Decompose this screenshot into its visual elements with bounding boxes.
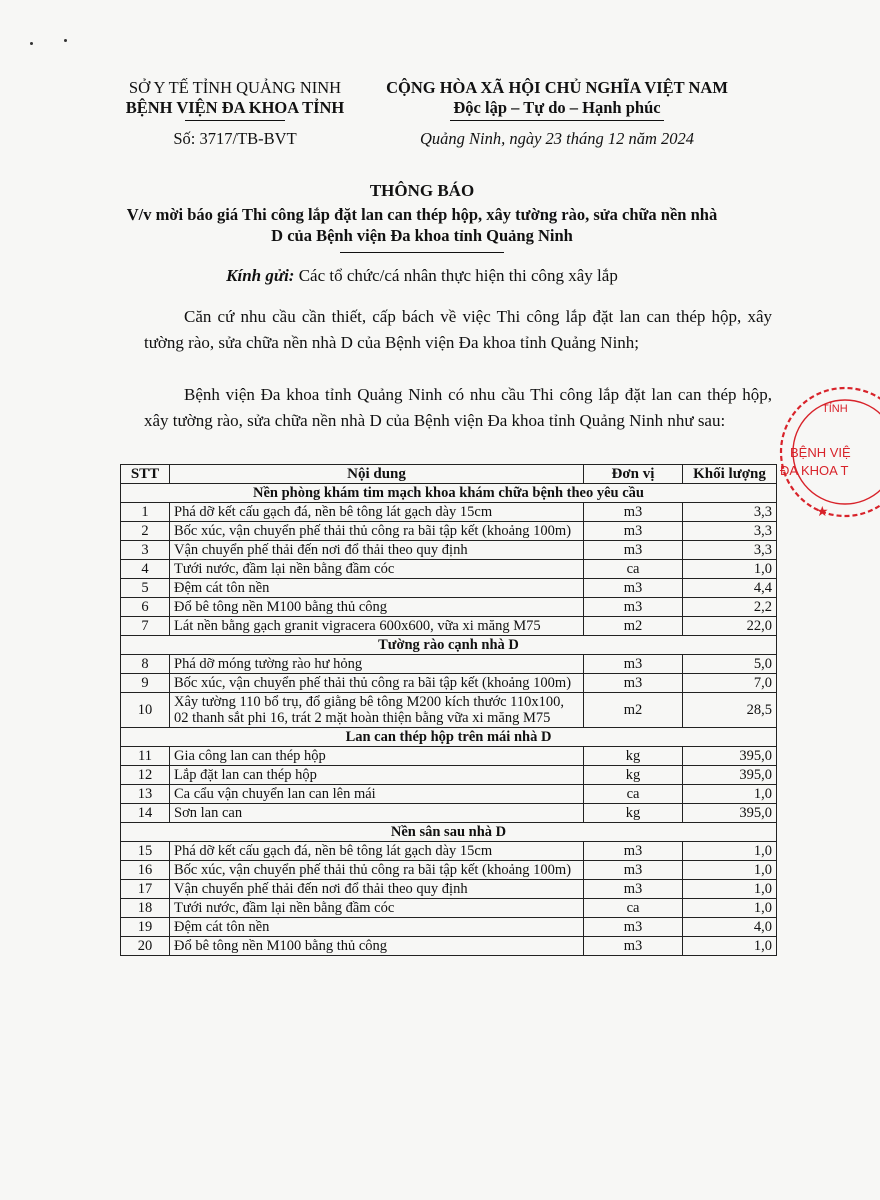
cell-qty: 3,3	[683, 503, 777, 522]
cell-content: Gia công lan can thép hộp	[170, 747, 584, 766]
cell-qty: 3,3	[683, 522, 777, 541]
table-body	[121, 484, 777, 956]
cell-content: Bốc xúc, vận chuyển phế thải thủ công ra bãi tập kết (khoảng 100m)	[170, 674, 584, 693]
cell-qty: 22,0	[683, 617, 777, 636]
cell-stt: 10	[121, 693, 170, 728]
table-row	[121, 503, 777, 522]
section-title: Nền sân sau nhà D	[121, 823, 777, 842]
stamp-line2: ĐA KHOA T	[780, 463, 849, 478]
cell-stt: 4	[121, 560, 170, 579]
cell-qty: 1,0	[683, 880, 777, 899]
cell-stt: 8	[121, 655, 170, 674]
section-row	[121, 636, 777, 655]
table-row	[121, 918, 777, 937]
cell-unit: m3	[584, 918, 683, 937]
cell-stt: 11	[121, 747, 170, 766]
cell-stt: 17	[121, 880, 170, 899]
cell-unit: ca	[584, 785, 683, 804]
cell-qty: 28,5	[683, 693, 777, 728]
table-row	[121, 541, 777, 560]
scan-dot	[64, 39, 67, 42]
cell-qty: 1,0	[683, 861, 777, 880]
cell-content: Sơn lan can	[170, 804, 584, 823]
table-row	[121, 617, 777, 636]
cell-qty: 1,0	[683, 785, 777, 804]
cell-stt: 13	[121, 785, 170, 804]
issuer-rule	[185, 120, 285, 121]
cell-unit: ca	[584, 899, 683, 918]
notice-subject: V/v mời báo giá Thi công lắp đặt lan can thép hộp, xây tường rào, sửa chữa nền nhà D của Bệnh viện Đa khoa tỉnh Quảng Ninh	[126, 205, 718, 245]
cell-stt: 3	[121, 541, 170, 560]
cell-qty: 1,0	[683, 899, 777, 918]
table-row	[121, 804, 777, 823]
cell-stt: 5	[121, 579, 170, 598]
paragraph-need: Bệnh viện Đa khoa tỉnh Quảng Ninh có nhu cầu Thi công lắp đặt lan can thép hộp, xây tường rào, sửa chữa nền nhà D của Bệnh viện Đa khoa tỉnh Quảng Ninh như sau:	[144, 385, 772, 430]
table-row	[121, 560, 777, 579]
issuer-block	[100, 78, 370, 149]
cell-content: Vận chuyển phế thải đến nơi đổ thải theo quy định	[170, 541, 584, 560]
cell-stt: 18	[121, 899, 170, 918]
cell-content: Tưới nước, đầm lại nền bằng đầm cóc	[170, 899, 584, 918]
cell-content: Bốc xúc, vận chuyển phế thải thủ công ra bãi tập kết (khoảng 100m)	[170, 861, 584, 880]
cell-qty: 1,0	[683, 560, 777, 579]
cell-unit: m3	[584, 579, 683, 598]
notice-title: THÔNG BÁO	[369, 181, 475, 200]
cell-stt: 6	[121, 598, 170, 617]
national-title: CỘNG HÒA XÃ HỘI CHỦ NGHĨA VIỆT NAM	[386, 78, 728, 97]
cell-unit: m3	[584, 880, 683, 899]
cell-unit: m3	[584, 861, 683, 880]
issuer-parent: SỞ Y TẾ TỈNH QUẢNG NINH	[128, 78, 342, 97]
cell-stt: 15	[121, 842, 170, 861]
table-row	[121, 880, 777, 899]
stamp-star-icon: ★	[816, 504, 829, 520]
cell-unit: m3	[584, 842, 683, 861]
cell-content: Lắp đặt lan can thép hộp	[170, 766, 584, 785]
cell-unit: m3	[584, 655, 683, 674]
table-row	[121, 937, 777, 956]
table-row	[121, 674, 777, 693]
section-title: Lan can thép hộp trên mái nhà D	[121, 728, 777, 747]
cell-unit: ca	[584, 560, 683, 579]
issuer-name: BỆNH VIỆN ĐA KHOA TỈNH	[125, 98, 345, 117]
cell-stt: 12	[121, 766, 170, 785]
cell-content: Vận chuyển phế thải đến nơi đổ thải theo quy định	[170, 880, 584, 899]
section-row	[121, 728, 777, 747]
motto: Độc lập – Tự do – Hạnh phúc	[453, 98, 661, 117]
cell-content: Phá dỡ móng tường rào hư hỏng	[170, 655, 584, 674]
doc-number: Số: 3717/TB-BVT	[173, 129, 297, 148]
section-title: Tường rào cạnh nhà D	[121, 636, 777, 655]
cell-stt: 19	[121, 918, 170, 937]
cell-unit: m2	[584, 617, 683, 636]
table-row	[121, 579, 777, 598]
section-row	[121, 484, 777, 503]
subject-rule	[340, 252, 504, 253]
header-qty: Khối lượng	[683, 465, 777, 484]
cell-unit: kg	[584, 747, 683, 766]
cell-qty: 4,0	[683, 918, 777, 937]
cell-stt: 9	[121, 674, 170, 693]
cell-qty: 395,0	[683, 804, 777, 823]
red-seal-stamp	[760, 390, 880, 520]
stamp-line1: BỆNH VIỆ	[790, 445, 851, 460]
header-stt: STT	[121, 465, 170, 484]
motto-rule	[450, 120, 664, 121]
cell-content: Bốc xúc, vận chuyển phế thải thủ công ra bãi tập kết (khoảng 100m)	[170, 522, 584, 541]
greeting-label: Kính gửi:	[226, 266, 295, 285]
cell-content: Đổ bê tông nền M100 bằng thủ công	[170, 937, 584, 956]
work-items-table	[120, 464, 777, 956]
table-row	[121, 655, 777, 674]
table-row	[121, 598, 777, 617]
cell-content: Lát nền bằng gạch granit vigracera 600x600, vữa xi măng M75	[170, 617, 584, 636]
cell-qty: 395,0	[683, 766, 777, 785]
table-row	[121, 747, 777, 766]
paragraph-basis: Căn cứ nhu cầu cần thiết, cấp bách về việc Thi công lắp đặt lan can thép hộp, xây tường rào, sửa chữa nền nhà D của Bệnh viện Đa khoa tỉnh Quảng Ninh;	[144, 307, 772, 352]
table-row	[121, 766, 777, 785]
section-row	[121, 823, 777, 842]
cell-content: Phá dỡ kết cấu gạch đá, nền bê tông lát gạch dày 15cm	[170, 842, 584, 861]
cell-content: Xây tường 110 bổ trụ, đổ giằng bê tông M200 kích thước 110x100, 02 thanh sắt phi 16, trát 2 mặt hoàn thiện bằng vữa xi măng M75	[170, 693, 584, 728]
cell-stt: 1	[121, 503, 170, 522]
cell-qty: 5,0	[683, 655, 777, 674]
cell-content: Đệm cát tôn nền	[170, 918, 584, 937]
cell-qty: 2,2	[683, 598, 777, 617]
cell-content: Đổ bê tông nền M100 bằng thủ công	[170, 598, 584, 617]
greeting-text: Các tổ chức/cá nhân thực hiện thi công xây lắp	[294, 266, 618, 285]
greeting	[100, 266, 744, 286]
cell-unit: m3	[584, 522, 683, 541]
cell-qty: 1,0	[683, 842, 777, 861]
cell-unit: m3	[584, 674, 683, 693]
cell-content: Đệm cát tôn nền	[170, 579, 584, 598]
cell-unit: kg	[584, 804, 683, 823]
cell-unit: m3	[584, 598, 683, 617]
table-row	[121, 861, 777, 880]
cell-stt: 20	[121, 937, 170, 956]
cell-content: Ca cẩu vận chuyển lan can lên mái	[170, 785, 584, 804]
table-header-row	[121, 465, 777, 484]
table-row	[121, 693, 777, 728]
cell-qty: 7,0	[683, 674, 777, 693]
cell-stt: 7	[121, 617, 170, 636]
table-row	[121, 842, 777, 861]
cell-qty: 1,0	[683, 937, 777, 956]
table-row	[121, 785, 777, 804]
place-date: Quảng Ninh, ngày 23 tháng 12 năm 2024	[419, 129, 695, 148]
cell-unit: kg	[584, 766, 683, 785]
cell-qty: 3,3	[683, 541, 777, 560]
cell-unit: m3	[584, 937, 683, 956]
cell-unit: m3	[584, 503, 683, 522]
scan-dot	[30, 42, 33, 45]
section-title: Nền phòng khám tim mạch khoa khám chữa bệnh theo yêu cầu	[121, 484, 777, 503]
cell-content: Phá dỡ kết cấu gạch đá, nền bê tông lát gạch dày 15cm	[170, 503, 584, 522]
cell-stt: 16	[121, 861, 170, 880]
cell-unit: m2	[584, 693, 683, 728]
stamp-top-text: TỈNH	[822, 403, 848, 415]
table-row	[121, 522, 777, 541]
cell-content: Tưới nước, đầm lại nền bằng đầm cóc	[170, 560, 584, 579]
cell-stt: 14	[121, 804, 170, 823]
cell-qty: 395,0	[683, 747, 777, 766]
header-unit: Đơn vị	[584, 465, 683, 484]
header-content: Nội dung	[170, 465, 584, 484]
table-row	[121, 899, 777, 918]
cell-stt: 2	[121, 522, 170, 541]
cell-unit: m3	[584, 541, 683, 560]
cell-qty: 4,4	[683, 579, 777, 598]
national-block	[370, 78, 744, 149]
